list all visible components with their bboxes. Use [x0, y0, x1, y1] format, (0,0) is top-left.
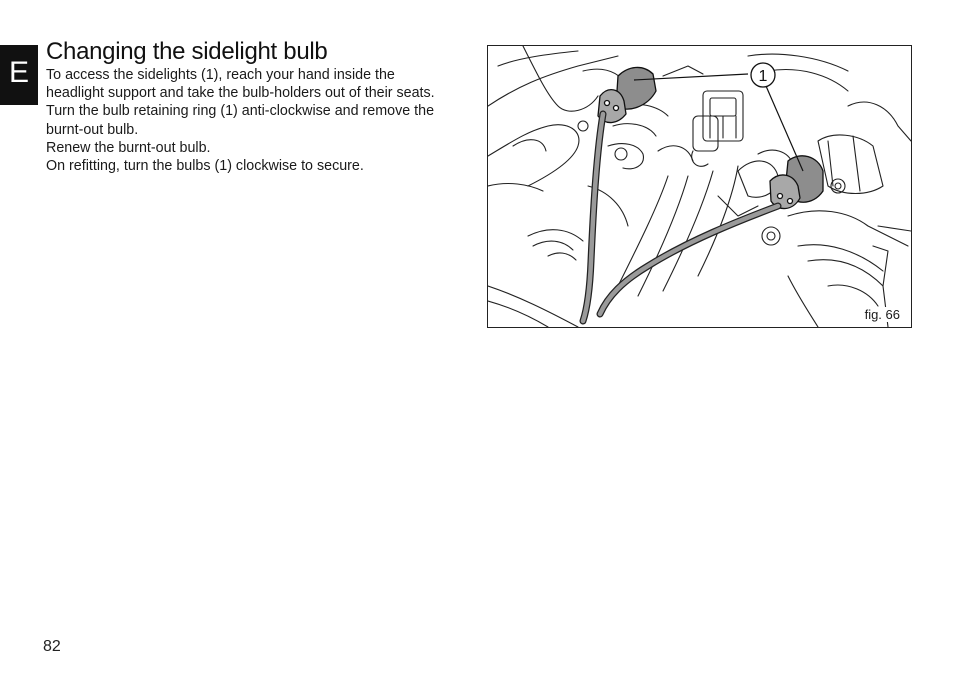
callout-number: 1 [758, 68, 768, 85]
page-number: 82 [43, 638, 61, 655]
language-tab-label: E [8, 56, 29, 89]
language-tab [0, 45, 38, 105]
sidelight-line-drawing [488, 46, 911, 327]
figure-sidelight-illustration [487, 45, 912, 328]
body-text [46, 66, 456, 175]
paragraph-access: To access the sidelights (1), reach your hand inside the headlight support and take the bulb-holders out of their seats. Turn the bulb retaining ring (1) anti-clockwise and remove the burnt-out bulb. [46, 67, 435, 138]
figure-caption: fig. 66 [864, 307, 900, 322]
paragraph-renew: Renew the burnt-out bulb. [46, 139, 211, 156]
paragraph-refit: On refitting, turn the bulbs (1) clockwise to secure. [46, 158, 364, 175]
page-title: Changing the sidelight bulb [46, 38, 328, 65]
